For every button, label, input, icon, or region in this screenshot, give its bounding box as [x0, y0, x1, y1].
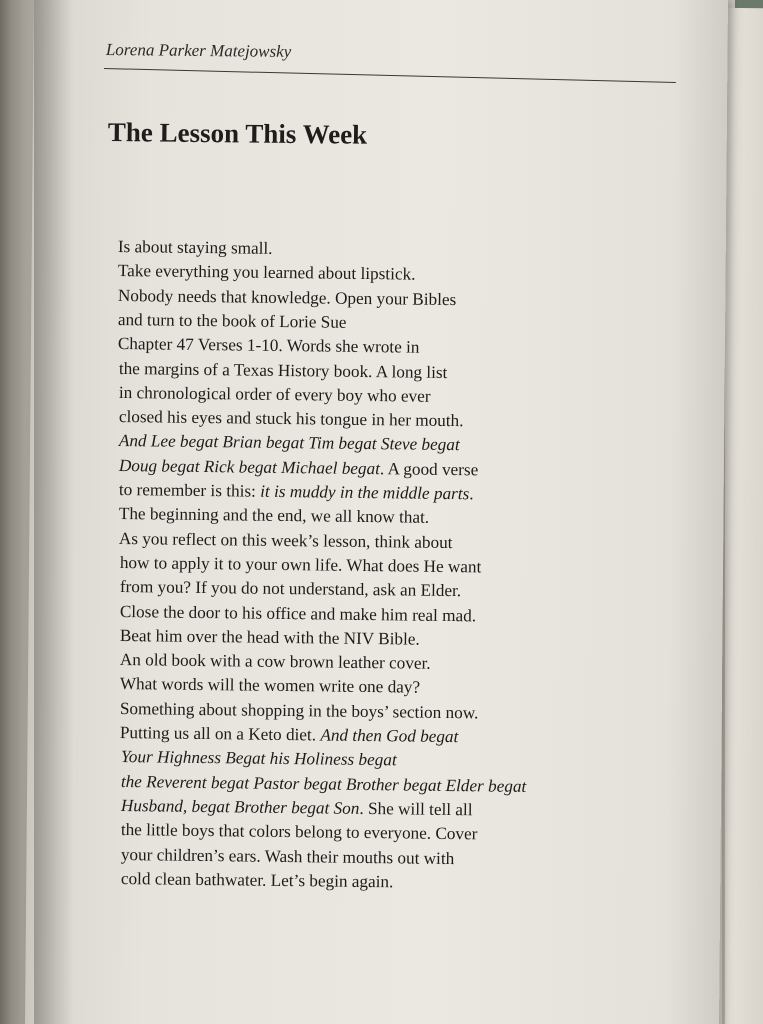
line-text: closed his eyes and stuck his tongue in her mouth. [118, 407, 464, 431]
poem-line [120, 626, 420, 650]
line-text: Beat him over the head with the NIV Bible. [119, 625, 420, 649]
italic-text: And then God begat [320, 725, 459, 747]
poem-line [118, 383, 430, 407]
poem-line [120, 772, 526, 797]
poem-line [119, 456, 479, 480]
italic-text: Husband, begat Brother begat Son [120, 795, 360, 818]
poem-line [121, 820, 478, 844]
italic-text: Your Highness Begat his Holiness begat [120, 747, 397, 770]
line-text: Is about staying small. [117, 237, 273, 258]
poem-line [119, 504, 429, 528]
line-text: As you reflect on this week’s lesson, think about [119, 528, 454, 552]
poem-line [118, 310, 347, 333]
line-text: from you? If you do not understand, ask an Elder. [119, 577, 461, 601]
line-text: . [469, 484, 474, 504]
poem-line [120, 723, 459, 747]
poem-line [119, 553, 481, 577]
line-text: in chronological order of every boy who ever [118, 382, 431, 406]
line-text: . She will tell all [359, 798, 473, 820]
poem-line [121, 845, 455, 869]
italic-text: the Reverent begat Pastor begat Brother begat Elder begat [120, 771, 527, 796]
poem-line [118, 261, 416, 285]
poem-line [118, 237, 273, 259]
line-text: Nobody needs that knowledge. Open your Bibles [118, 285, 457, 309]
line-text: An old book with a cow brown leather cover. [119, 650, 431, 673]
line-text: to remember is this: [118, 480, 261, 501]
line-text: and turn to the book of Lorie Sue [118, 309, 347, 332]
italic-text: And Lee begat Brian begat Tim begat Steve begat [118, 431, 460, 455]
line-text: Close the door to his office and make him real mad. [119, 601, 477, 625]
poem-line [118, 334, 420, 358]
poem-line [121, 796, 473, 820]
poem-line [119, 431, 460, 455]
line-text: Putting us all on a Keto diet. [120, 723, 321, 745]
line-text: Take everything you learned about lipstick. [117, 261, 416, 284]
line-text: the margins of a Texas History book. A long list [118, 358, 448, 382]
poem-line [121, 869, 394, 892]
line-text: how to apply it to your own life. What does He want [119, 552, 482, 577]
italic-text: it is muddy in the middle parts [260, 481, 470, 504]
poem-line [120, 602, 476, 626]
line-text: the little boys that colors belong to everyone. Cover [120, 820, 478, 844]
line-text: What words will the women write one day? [119, 674, 421, 698]
line-text: your children’s ears. Wash their mouths out with [120, 844, 455, 868]
poem-line [118, 359, 447, 383]
poem-line [120, 747, 396, 770]
poem-line [120, 699, 479, 723]
line-text: The beginning and the end, we all know that. [119, 504, 430, 528]
poem-line [119, 407, 464, 431]
italic-text: Doug begat Rick begat Michael begat [118, 455, 381, 478]
line-text: cold clean bathwater. Let’s begin again. [120, 868, 394, 892]
poem-line [120, 650, 431, 674]
poem-line [118, 286, 457, 310]
poem-line [120, 674, 420, 698]
poem-line [119, 480, 474, 504]
line-text: Chapter 47 Verses 1-10. Words she wrote in [118, 334, 421, 357]
poem-line [119, 529, 453, 553]
poem-title: The Lesson This Week [107, 117, 368, 150]
poem-line [119, 577, 461, 601]
line-text: Something about shopping in the boys’ section now. [120, 698, 479, 723]
line-text: . A good verse [379, 458, 479, 480]
running-head: Lorena Parker Matejowsky [105, 40, 292, 61]
